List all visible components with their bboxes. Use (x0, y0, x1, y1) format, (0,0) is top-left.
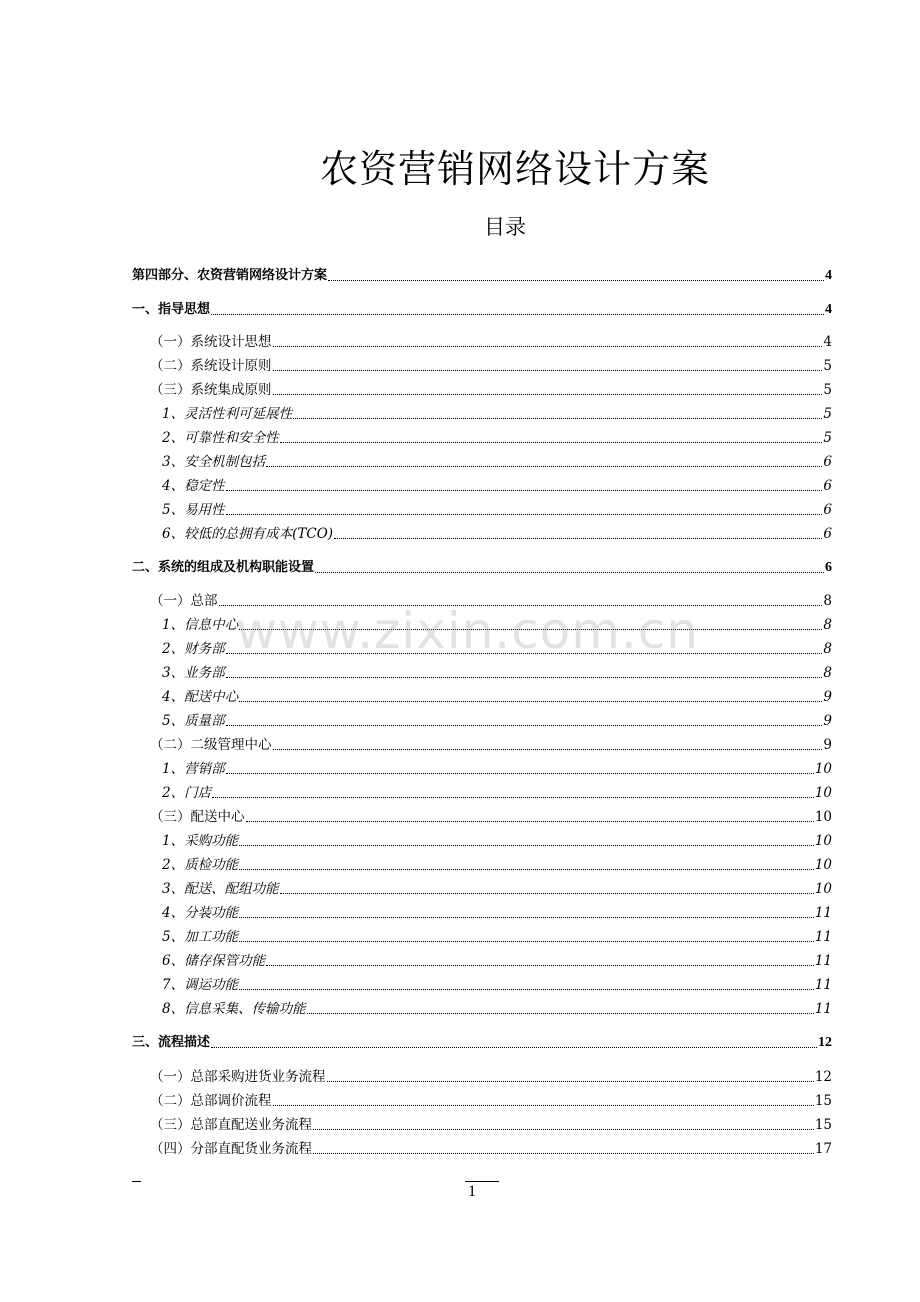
toc-entry[interactable] (132, 521, 832, 543)
toc-entry-label: 6、较低的总拥有成本(TCO) (162, 526, 334, 542)
toc-entry-label: 2、可靠性和安全性 (162, 430, 279, 446)
toc-entry-label: 1、营销部 (162, 761, 225, 777)
toc-leader-dots (313, 1116, 814, 1134)
toc-leader-dots (226, 664, 823, 682)
toc-leader-dots (239, 832, 814, 850)
toc-entry-label: 3、业务部 (162, 665, 225, 681)
toc-leader-dots (239, 928, 814, 946)
toc-entry-page: 6 (823, 526, 832, 542)
toc-entry[interactable] (132, 732, 832, 754)
toc-entry[interactable] (132, 1088, 832, 1110)
toc-entry-label: 3、安全机制包括 (162, 454, 266, 470)
toc-entry-page: 8 (823, 617, 832, 633)
toc-leader-dots (226, 501, 823, 519)
toc-leader-dots (273, 333, 823, 351)
toc-entry-page: 12 (814, 1069, 832, 1085)
toc-leader-dots (211, 1034, 817, 1052)
toc-entry[interactable] (132, 828, 832, 850)
toc-entry-page: 10 (814, 809, 832, 825)
toc-entry-label: （一）总部 (150, 593, 218, 609)
toc-entry-page: 11 (814, 1001, 832, 1017)
toc-leader-dots (246, 808, 814, 826)
toc-entry-label: 4、配送中心 (162, 689, 239, 705)
toc-entry-page: 8 (823, 665, 832, 681)
toc-entry-label: 1、采购功能 (162, 833, 239, 849)
toc-entry-page: 9 (823, 737, 832, 753)
toc-entry-page: 5 (823, 430, 832, 446)
toc-entry[interactable] (132, 708, 832, 730)
toc-entry-label: （三）系统集成原则 (150, 382, 272, 398)
toc-entry-label: 1、灵活性利可延展性 (162, 406, 293, 422)
toc-entry-label: 4、分装功能 (162, 905, 239, 921)
toc-entry-page: 5 (823, 358, 832, 374)
toc-leader-dots (266, 453, 822, 471)
watermark: www.zixin.com.cn (236, 602, 700, 660)
toc-entry[interactable] (132, 684, 832, 706)
toc-entry-page: 11 (814, 977, 832, 993)
toc-leader-dots (226, 760, 814, 778)
toc-entry[interactable] (132, 852, 832, 874)
toc-entry[interactable] (132, 972, 832, 994)
toc-leader-dots (315, 559, 824, 577)
toc-entry[interactable] (132, 756, 832, 778)
toc-entry-label: （一）总部采购进货业务流程 (150, 1069, 326, 1085)
toc-entry[interactable] (132, 1112, 832, 1134)
toc-entry-page: 9 (823, 689, 832, 705)
toc-leader-dots (239, 904, 814, 922)
toc-entry-page: 15 (814, 1117, 832, 1133)
toc-leader-dots (280, 880, 814, 898)
toc-entry[interactable] (132, 555, 832, 577)
toc-entry[interactable] (132, 660, 832, 682)
toc-entry[interactable] (132, 449, 832, 471)
toc-entry-page: 11 (814, 905, 832, 921)
toc-entry-page: 8 (823, 593, 832, 609)
toc-heading: 目录 (484, 215, 526, 239)
toc-entry-page: 5 (823, 406, 832, 422)
toc-entry-label: 一、指导思想 (132, 302, 211, 317)
toc-entry-page: 6 (823, 454, 832, 470)
page-number: 1 (468, 1183, 476, 1200)
toc-entry-label: 5、易用性 (162, 502, 225, 518)
toc-entry[interactable] (132, 329, 832, 351)
toc-entry[interactable] (132, 425, 832, 447)
toc-entry[interactable] (132, 780, 832, 802)
document-title: 农资营销网络设计方案 (319, 147, 710, 191)
toc-entry-label: 三、流程描述 (132, 1035, 211, 1050)
toc-entry-page: 10 (814, 761, 832, 777)
toc-leader-dots (334, 525, 822, 543)
toc-entry[interactable] (132, 1136, 832, 1158)
toc-entry-label: 2、门店 (162, 785, 212, 801)
toc-leader-dots (273, 357, 823, 375)
toc-entry-page: 10 (814, 857, 832, 873)
toc-entry[interactable] (132, 948, 832, 970)
toc-entry-page: 10 (814, 881, 832, 897)
toc-entry-page: 17 (814, 1141, 832, 1157)
toc-leader-dots (293, 405, 822, 423)
toc-leader-dots (273, 736, 823, 754)
toc-leader-dots (273, 1092, 814, 1110)
toc-entry-page: 4 (823, 334, 832, 350)
toc-leader-dots (226, 640, 823, 658)
toc-entry[interactable] (132, 612, 832, 634)
toc-entry-page: 8 (823, 641, 832, 657)
toc-entry-page: 9 (823, 713, 832, 729)
toc-entry[interactable] (132, 1064, 832, 1086)
toc-leader-dots (211, 301, 824, 319)
toc-entry-page: 6 (825, 560, 832, 575)
toc-leader-dots (226, 712, 823, 730)
toc-entry-label: 二、系统的组成及机构职能设置 (132, 560, 315, 575)
toc-entry-page: 5 (823, 382, 832, 398)
toc-entry-page: 11 (814, 929, 832, 945)
toc-leader-dots (226, 477, 823, 495)
toc-entry-label: （四）分部直配货业务流程 (150, 1141, 312, 1157)
toc-entry[interactable] (132, 636, 832, 658)
toc-entry-label: （二）总部调价流程 (150, 1093, 272, 1109)
toc-entry-page: 10 (814, 785, 832, 801)
toc-entry[interactable] (132, 401, 832, 423)
toc-entry-label: 第四部分、农资营销网络设计方案 (132, 268, 328, 283)
toc-entry[interactable] (132, 473, 832, 495)
toc-entry[interactable] (132, 263, 832, 285)
footer-dash (132, 1181, 141, 1182)
toc-entry-label: 7、调运功能 (162, 977, 239, 993)
toc-leader-dots (273, 381, 823, 399)
toc-entry-label: （三）总部直配送业务流程 (150, 1117, 312, 1133)
toc-entry-label: （二）系统设计原则 (150, 358, 272, 374)
toc-leader-dots (239, 688, 822, 706)
toc-entry-page: 6 (823, 478, 832, 494)
toc-leader-dots (327, 1068, 814, 1086)
toc-entry-label: 2、财务部 (162, 641, 225, 657)
toc-leader-dots (266, 952, 814, 970)
toc-leader-dots (307, 1000, 814, 1018)
toc-leader-dots (239, 616, 822, 634)
toc-entry-page: 4 (825, 268, 832, 283)
toc-leader-dots (239, 856, 814, 874)
toc-entry-page: 4 (825, 302, 832, 317)
toc-entry-label: （三）配送中心 (150, 809, 245, 825)
toc-entry-label: 4、稳定性 (162, 478, 225, 494)
toc-entry-label: 2、质检功能 (162, 857, 239, 873)
toc-entry-label: 3、配送、配组功能 (162, 881, 279, 897)
toc-entry-page: 11 (814, 953, 832, 969)
toc-entry-label: （二）二级管理中心 (150, 737, 272, 753)
toc-entry[interactable] (132, 588, 832, 610)
toc-entry[interactable] (132, 377, 832, 399)
toc-entry[interactable] (132, 804, 832, 826)
toc-entry[interactable] (132, 876, 832, 898)
toc-entry-label: 5、加工功能 (162, 929, 239, 945)
toc-leader-dots (313, 1140, 814, 1158)
toc-entry-label: 8、信息采集、传输功能 (162, 1001, 306, 1017)
toc-entry[interactable] (132, 497, 832, 519)
toc-leader-dots (219, 592, 823, 610)
toc-entry-page: 10 (814, 833, 832, 849)
toc-entry[interactable] (132, 996, 832, 1018)
toc-entry-page: 6 (823, 502, 832, 518)
toc-leader-dots (212, 784, 814, 802)
toc-entry-label: 6、储存保管功能 (162, 953, 266, 969)
toc-entry[interactable] (132, 297, 832, 319)
toc-entry[interactable] (132, 900, 832, 922)
toc-entry-label: 5、质量部 (162, 713, 225, 729)
toc-leader-dots (328, 267, 824, 285)
toc-entry[interactable] (132, 924, 832, 946)
toc-entry-label: （一）系统设计思想 (150, 334, 272, 350)
footer-rule (465, 1181, 499, 1182)
toc-entry-page: 15 (814, 1093, 832, 1109)
toc-entry-label: 1、信息中心 (162, 617, 239, 633)
toc-entry[interactable] (132, 353, 832, 375)
toc-leader-dots (239, 976, 814, 994)
toc-entry-page: 12 (818, 1035, 832, 1050)
toc-leader-dots (280, 429, 823, 447)
toc-entry[interactable] (132, 1030, 832, 1052)
